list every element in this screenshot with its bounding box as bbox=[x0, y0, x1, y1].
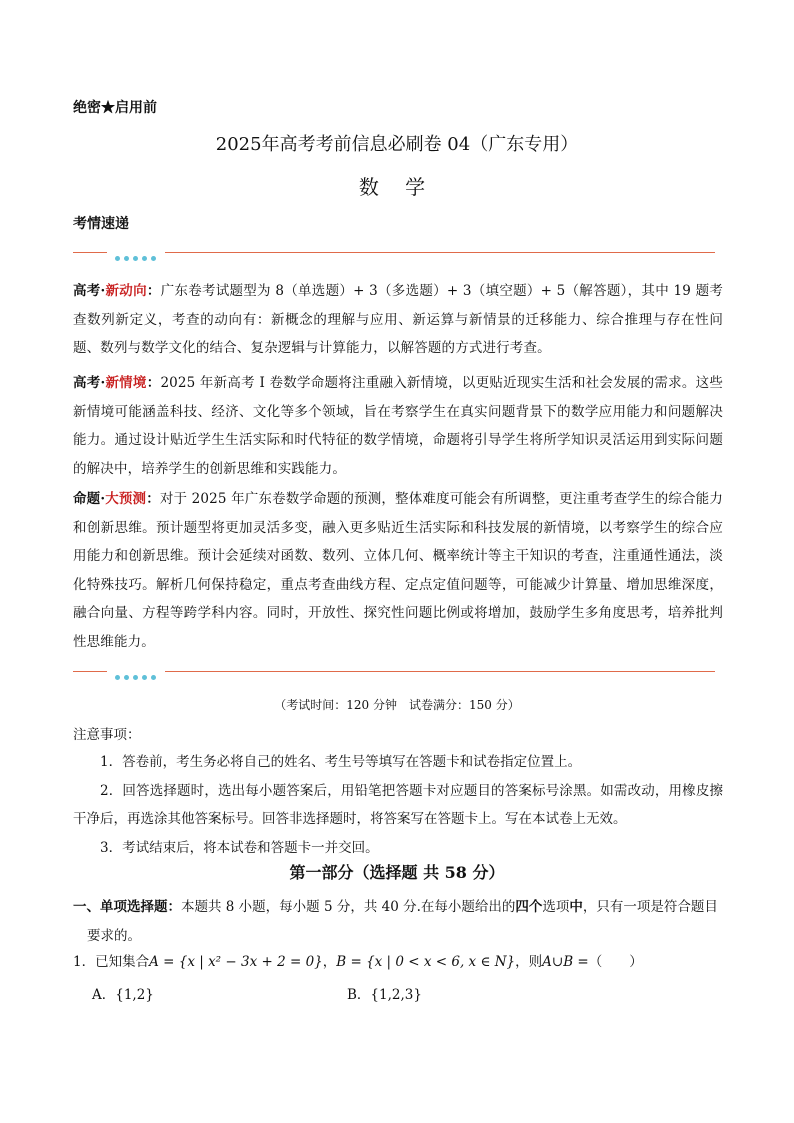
notes-heading: 注意事项： bbox=[73, 727, 141, 743]
note-item: 3．考试结束后，将本试卷和答题卡一并交回。 bbox=[100, 839, 379, 856]
divider-dots bbox=[115, 248, 160, 258]
question-number: 1． bbox=[73, 954, 96, 970]
option-b[interactable]: B．{1,2,3} bbox=[347, 987, 422, 1003]
set-a: A = {x | x² − 3x + 2 = 0} bbox=[149, 954, 323, 970]
exam-subject: 数 学 bbox=[358, 175, 436, 199]
exam-title: 2025年高考考前信息必刷卷 04（广东专用） bbox=[215, 134, 579, 155]
confidential-mark: 绝密★启用前 bbox=[73, 100, 157, 116]
note-item: 2．回答选择题时，选出每小题答案后，用铅笔把答题卡对应题目的答案标号涂黑。如需改动，用橡皮擦干净后，再选涂其他答案标号。回答非选择题时，将答案写在答题卡上。写在本试卷上无效。 bbox=[73, 782, 723, 827]
paragraph-prediction: 命题·大预测：对于 2025 年广东卷数学命题的预测，整体难度可能会有所调整，更注重考查学生的综合能力和创新思维。预计题型将更加灵活多变，融入更多贴近生活实际和科技发展的新情境，以考察学生的综合应用能力和创新思维。预计会延续对函数、数列、立体几何、概率统计等主干知识的考查，注重通性通法，淡化特殊技巧。解析几何保持稳定，重点考查曲线方程、定点定值问题等，可能减少计算量、增加思维深度，融合向量、方程等跨学科内容。同时，开放性、探究性问题比例或将增加，鼓励学生多角度思考，培养批判性思维能力。 bbox=[73, 491, 723, 650]
label-new-trend: 高考·新动向： bbox=[73, 283, 161, 299]
bottom-divider bbox=[73, 666, 715, 678]
section-instructions: 一、单项选择题：本题共 8 小题，每小题 5 分，共 40 分.在每小题给出的四个选项中，只有一项是符合题目 要求的。 bbox=[73, 899, 718, 944]
union-expression: A∪B = bbox=[542, 954, 589, 970]
question-1: 1．已知集合A = {x | x² − 3x + 2 = 0}，B = {x | 0 < x < 6, x ∈ N}，则A∪B =（ ） bbox=[73, 954, 643, 970]
top-divider bbox=[73, 247, 715, 259]
paragraph-new-trend: 高考·新动向：广东卷考试题型为 8（单选题）+ 3（多选题）+ 3（填空题）+ 5（解答题），其中 19 题考查数列新定义，考查的动向有：新概念的理解与应用、新运算与新情景的迁移能力、综合推理与存在性问题、数列与数学文化的结合、复杂逻辑与计算能力，以解答题的方式进行考查。 bbox=[73, 283, 724, 356]
option-a[interactable]: A．{1,2} bbox=[92, 987, 154, 1003]
set-b: B = {x | 0 < x < 6, x ∈ N} bbox=[336, 954, 516, 970]
section-label: 考情速递 bbox=[73, 216, 129, 232]
paragraph-new-context: 高考·新情境：2025 年新高考 I 卷数学命题将注重融入新情境，以更贴近现实生活和社会发展的需求。这些新情境可能涵盖科技、经济、文化等多个领域，旨在考察学生在真实问题背景下的数学应用能力和问题解决能力。通过设计贴近学生生活实际和时代特征的数学情境，命题将引导学生将所学知识灵活运用到实际问题的解决中，培养学生的创新思维和实践能力。 bbox=[73, 375, 723, 477]
note-item: 1．答卷前，考生务必将自己的姓名、考生号等填写在答题卡和试卷指定位置上。 bbox=[100, 754, 582, 770]
label-new-context: 高考·新情境： bbox=[73, 375, 161, 391]
part-title: 第一部分（选择题 共 58 分） bbox=[289, 863, 505, 882]
label-prediction: 命题·大预测： bbox=[73, 491, 160, 507]
divider-dots-bottom bbox=[115, 667, 160, 677]
section-head: 一、单项选择题： bbox=[73, 899, 181, 915]
exam-time-info: （考试时间：120 分钟 试卷满分：150 分） bbox=[274, 698, 520, 712]
notes-list bbox=[73, 748, 723, 862]
